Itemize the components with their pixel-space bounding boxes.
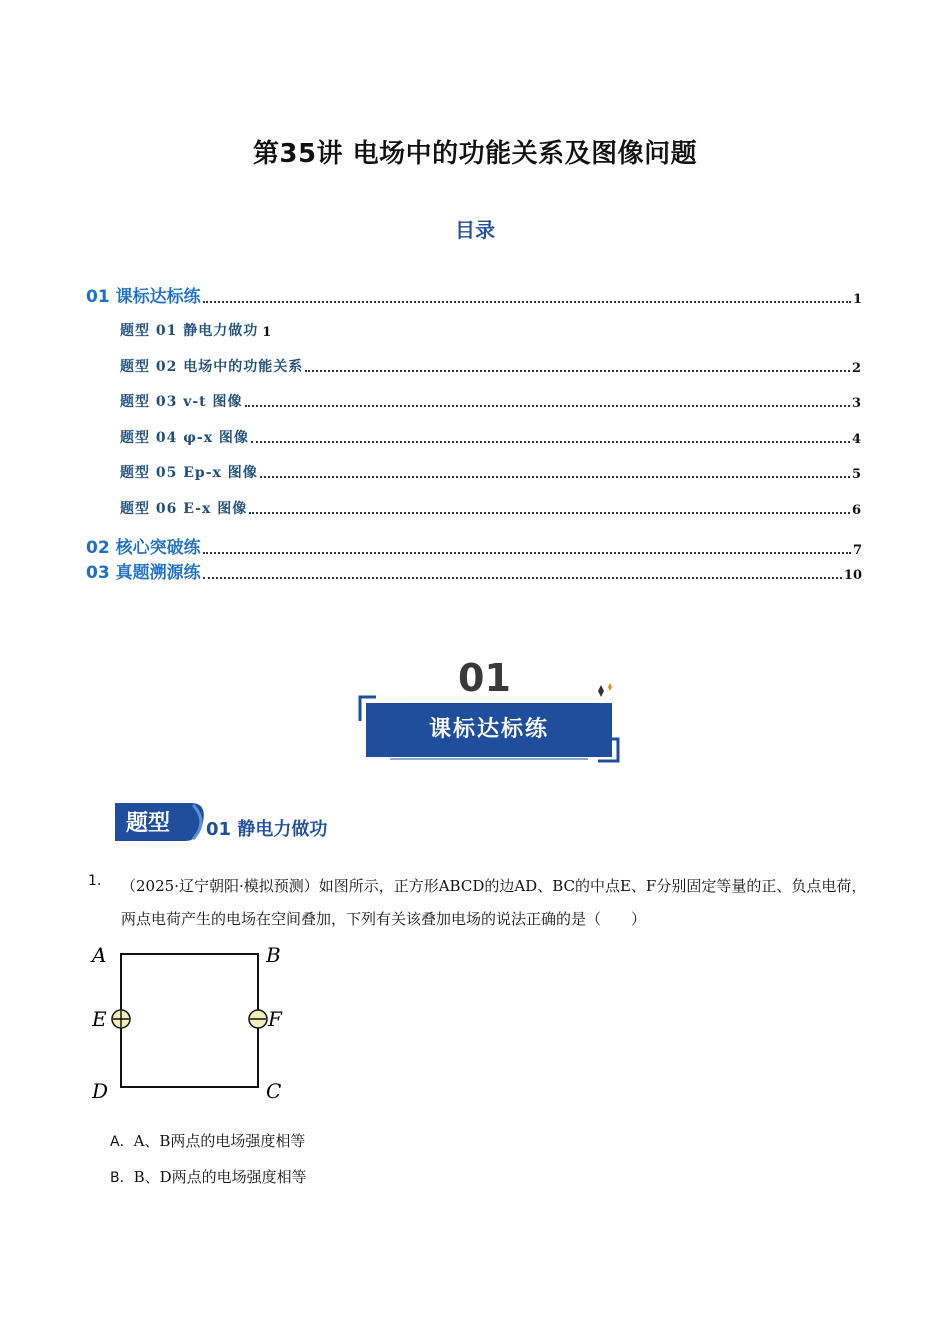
label-e: E [92, 1007, 107, 1031]
toc-entry-type-04[interactable] [120, 427, 862, 447]
type-tag-label: 题型 [126, 810, 171, 836]
toc-entry-type-02[interactable] [120, 356, 862, 376]
page-title: 第35讲 电场中的功能关系及图像问题 [252, 139, 698, 169]
toc-entry-type-03[interactable] [120, 391, 862, 411]
toc-page-number: 10 [843, 568, 862, 583]
option-text: A、B两点的电场强度相等 [133, 1132, 306, 1150]
option-a[interactable] [110, 1130, 305, 1151]
option-label: B． [110, 1170, 134, 1186]
toc-page-number: 7 [852, 543, 862, 558]
label-b: B [266, 943, 281, 967]
toc-page-number: 4 [851, 432, 862, 447]
toc-entry-section-02[interactable] [86, 533, 862, 558]
negative-charge-icon [249, 1010, 267, 1028]
option-b[interactable] [110, 1166, 307, 1187]
toc-page-number: 1 [262, 325, 273, 340]
option-text: B、D两点的电场强度相等 [133, 1168, 307, 1186]
toc-page-number: 1 [852, 292, 862, 307]
toc-entry-label: 01 课标达标练 [86, 287, 201, 307]
toc-entry-label: 题型 01 静电力做功 [120, 323, 259, 339]
toc-entry-section-03[interactable] [86, 558, 862, 583]
toc-entry-type-01[interactable] [120, 320, 862, 340]
toc-heading: 目录 [455, 218, 495, 242]
toc-leader-dots [203, 551, 851, 554]
toc-page-number: 5 [851, 467, 862, 482]
toc-leader-dots [260, 475, 850, 478]
toc-page-number: 3 [851, 396, 862, 411]
toc-leader-dots [249, 511, 850, 514]
label-c: C [266, 1079, 282, 1103]
toc-entry-label: 题型 04 φ-x 图像 [120, 430, 249, 446]
toc-entry-label: 题型 03 v-t 图像 [120, 394, 243, 410]
toc-entry-label: 03 真题溯源练 [86, 563, 201, 583]
question-text: （2025·辽宁朝阳·模拟预测）如图所示，正方形ABCD的边AD、BC的中点E、F分别固定等量的正、负点电荷，两点电荷产生的电场在空间叠加，下列有关该叠加电场的说法正确的是（ ） [121, 877, 867, 928]
square-charge-figure [86, 940, 296, 1105]
toc-entry-section-01[interactable] [86, 282, 862, 307]
toc-entry-label: 02 核心突破练 [86, 538, 201, 558]
option-label: A． [110, 1134, 134, 1150]
toc-entry-label: 题型 05 Ep-x 图像 [120, 465, 258, 481]
question-number: 1. [88, 873, 102, 889]
toc-leader-dots [203, 576, 842, 579]
label-f: F [268, 1007, 282, 1031]
toc-entry-type-05[interactable] [120, 462, 862, 482]
label-a: A [92, 943, 107, 967]
toc-leader-dots [245, 404, 850, 407]
toc-page-number: 2 [851, 361, 862, 376]
section-title: 课标达标练 [366, 703, 612, 757]
toc-entry-label: 题型 02 电场中的功能关系 [120, 359, 304, 375]
toc-leader-dots [251, 440, 850, 443]
label-d: D [92, 1079, 109, 1103]
toc-leader-dots [203, 300, 851, 303]
toc-entry-type-06[interactable] [120, 498, 862, 518]
section-number: 01 [458, 656, 511, 700]
type-title: 01 静电力做功 [206, 819, 328, 840]
toc-entry-label: 题型 06 E-x 图像 [120, 501, 248, 517]
positive-charge-icon [112, 1010, 130, 1028]
toc-page-number: 6 [851, 503, 862, 518]
toc-leader-dots [305, 369, 850, 372]
